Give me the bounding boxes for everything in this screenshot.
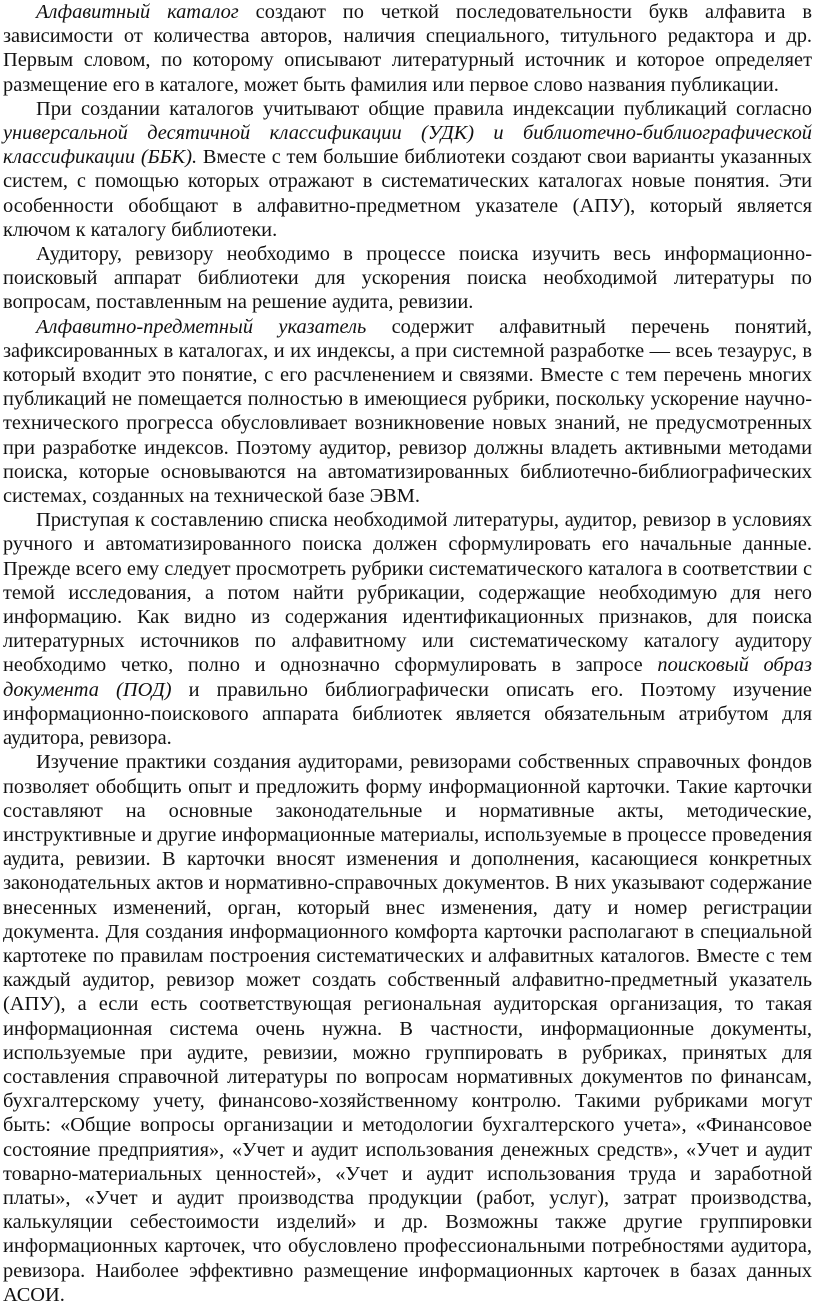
paragraph-text: содержит алфавитный перечень понятий, зафиксированных в каталогах, и их индексы, а при системной разработке — всеь тезаурус, в который входит это понятие, с его расчленением и связями. Вместе с тем перечень многих публикаций не помещается полностью в имеющиеся рубрики, поскольку ускорение научно-технического прогресса обусловливает возникновение новых знаний, не предусмотренных при разработке индексов. Поэтому аудитор, ревизор должны владеть активными методами поиска, которые основываются на автоматизированных библиотечно-библиографических системах, созданных на технической базе ЭВМ. bbox=[3, 315, 812, 508]
paragraph-text: и правильно библиографически описать его. Поэтому изучение информационно-поискового аппарата библиотек является обязательным атрибутом для аудитора, ревизора. bbox=[3, 678, 812, 750]
italic-term: поисковый образ документа (ПОД) bbox=[3, 654, 812, 701]
paragraph-literature-list bbox=[3, 508, 812, 750]
italic-term: Алфавитный каталог bbox=[36, 1, 239, 23]
paragraph-auditor-search bbox=[3, 242, 812, 315]
italic-term: Алфавитно-предметный указатель bbox=[36, 315, 367, 338]
paragraph-subject-index bbox=[3, 315, 812, 509]
paragraph-text: создают по четкой последовательности букв алфавита в зависимости от количества авторов, наличия специального, титульного редактора и др. Первым словом, по которому описывают литературный источник и которое определяет размещение его в каталоге, может быть фамилия или первое слово названия публикации. bbox=[3, 1, 812, 96]
paragraph-alphabetic-catalog bbox=[3, 0, 812, 97]
paragraph-lead-text: При создании каталогов учитывают общие правила индексации публикаций согласно bbox=[36, 97, 812, 120]
paragraph-info-cards bbox=[3, 750, 812, 1307]
paragraph-lead-text: Приступая к составлению списка необходимой литературы, аудитор, ревизор в условиях ручного и автоматизированного поиска должен сформулировать его начальные данные. Прежде всего ему следует просмотреть рубрики систематического каталога в соответствии с темой исследования, а потом найти рубрикации, содержащие необходимую для него информацию. Как видно из содержания идентификационных признаков, для поиска литературных источников по алфавитному или систематическому каталогу аудитору необходимо четко, полно и однозначно сформулировать в запросе bbox=[3, 509, 812, 677]
paragraph-text: Аудитору, ревизору необходимо в процессе поиска изучить весь информационно-поисковый аппарат библиотеки для ускорения поиска необходимой литературы по вопросам, поставленным на решение аудита, ревизии. bbox=[3, 243, 812, 314]
paragraph-text: Изучение практики создания аудиторами, ревизорами собственных справочных фондов позволяет обобщить опыт и предложить форму информационной карточки. Такие карточки составляют на основные законодательные и нормативные акты, методические, инструктивные и другие информационные материалы, используемые в процессе проведения аудита, ревизии. В карточки вносят изменения и дополнения, касающиеся конкретных законодательных актов и нормативно-справочных документов. В них указывают содержание внесенных изменений, орган, который внес изменения, дату и номер регистрации документа. Для создания информационного комфорта карточки располагают в специальной картотеке по правилам построения систематических и алфавитных каталогов. Вместе с тем каждый аудитор, ревизор может создать собственный алфавитно-предметный указатель (АПУ), а если есть соответствующая региональная аудиторская организация, то такая информационная система очень нужна. В частности, информационные документы, используемые при аудите, ревизии, можно группировать в рубриках, принятых для составления справочной литературы по вопросам нормативных документов по финансам, бухгалтерскому учету, финансово-хозяйственному контролю. Такими рубриками могут быть: «Общие вопросы организации и методологии бухгалтерского учета», «Финансовое состояние предприятия», «Учет и аудит использования денежных средств», «Учет и аудит товарно-материальных ценностей», «Учет и аудит использования труда и заработной платы», «Учет и аудит производства продукции (работ, услуг), затрат производства, калькуляции себестоимости изделий» и др. Возможны также другие группировки информационных карточек, что обусловлено профессиональными потребностями аудитора, ревизора. Наиболее эффективно размещение информационных карточек в базах данных АСОИ. bbox=[3, 751, 812, 1306]
paragraph-text: Вместе с тем большие библиотеки создают свои варианты указанных систем, с помощью которых отражают в систематических каталогах новые понятия. Эти особенности обобщают в алфавитно-предметном указателе (АПУ), который является ключом к каталогу библиотеки. bbox=[3, 146, 813, 241]
italic-term: универсальной десятичной классификации (УДК) и библиотечно-библиографической классификации (ББК). bbox=[3, 122, 812, 169]
paragraph-udk-bbk bbox=[3, 97, 812, 242]
